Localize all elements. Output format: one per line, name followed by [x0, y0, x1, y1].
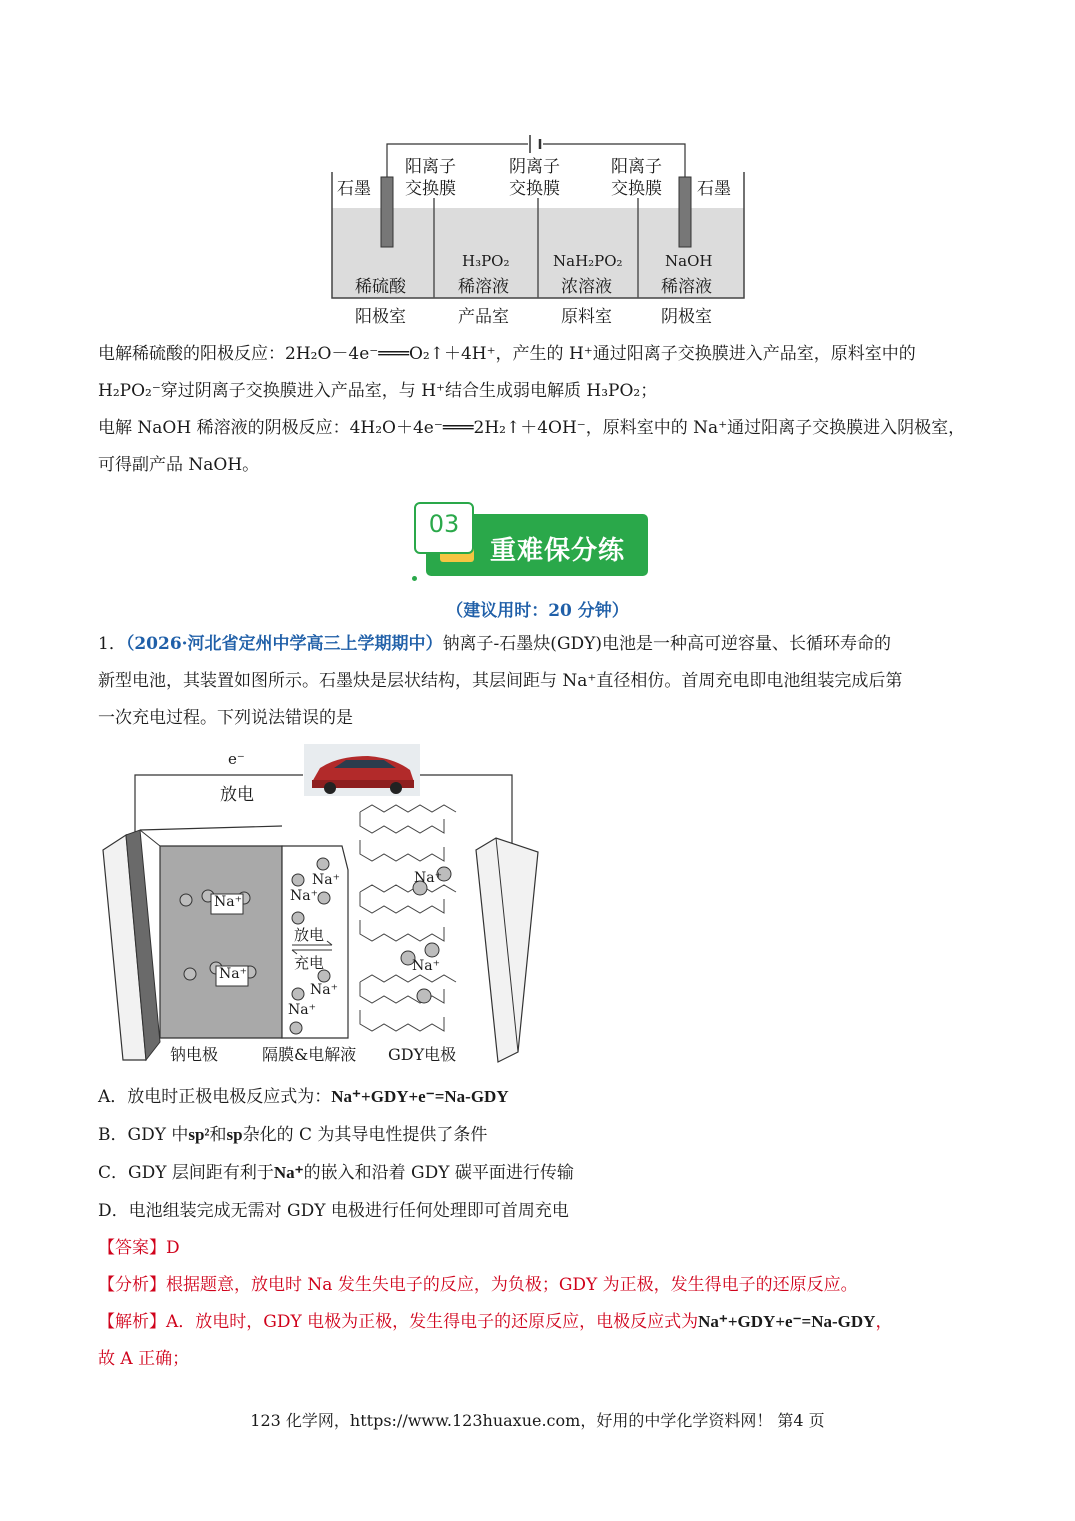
option-b: B．GDY 中sp²和sp杂化的 C 为其导电性提供了条件	[98, 1125, 488, 1145]
na-ion-label-2: Na⁺	[219, 966, 247, 982]
room-3-label: 原料室	[561, 307, 612, 327]
graphite-right-label: 石墨	[697, 179, 731, 199]
option-c: C．GDY 层间距有利于Na⁺的嵌入和沿着 GDY 碳平面进行传输	[98, 1163, 574, 1183]
na-ion-label-3: Na⁺	[312, 872, 340, 888]
option-d: D．电池组装完成无需对 GDY 电极进行任何处理即可首周充电	[98, 1201, 569, 1221]
explain-line-4: 可得副产品 NaOH。	[98, 455, 260, 475]
na-ion-label-6: Na⁺	[288, 1002, 316, 1018]
question-text-1: 钠离子-石墨炔(GDY)电池是一种高可逆容量、长循环寿命的	[442, 634, 892, 654]
question-line-1	[98, 626, 978, 663]
na-ion-label-8: Na⁺	[412, 958, 440, 974]
membrane-1-label: 阳离子 交换膜	[405, 157, 456, 199]
membrane-3-label: 阳离子 交换膜	[611, 157, 662, 199]
charge-label: 充电	[294, 954, 325, 972]
analysis-line: 【分析】根据题意，放电时 Na 发生失电子的反应，为负极；GDY 为正极，发生得电子的还原反应。	[98, 1275, 858, 1295]
na-ion-label-7: Na⁺	[414, 870, 442, 886]
discharge-label: 放电	[294, 926, 325, 944]
section-title: 重难保分练	[490, 536, 626, 566]
na-ion-label-4: Na⁺	[290, 888, 318, 904]
question-source: （2026·河北省定州中学高三上学期期中）	[125, 634, 443, 654]
sodium-electrode-label: 钠电极	[170, 1045, 219, 1064]
solution-line-2: 故 A 正确；	[98, 1349, 190, 1369]
graphite-left-label: 石墨	[337, 179, 371, 199]
battery-diagram	[98, 742, 548, 1064]
solution-line: 【解析】A．放电时，GDY 电极为正极，发生得电子的还原反应，电极反应式为Na⁺+GDY+e⁻=Na-GDY，	[98, 1312, 893, 1332]
solution-4-label: 稀溶液	[661, 277, 712, 297]
question-line-2: 新型电池，其装置如图所示。石墨炔是层状结构，其层间距与 Na⁺直径相仿。首周充电即电池组装完成后第	[98, 671, 903, 691]
membrane-2-label: 阴离子 交换膜	[509, 157, 560, 199]
car-image	[304, 744, 420, 796]
explain-line-2: H₂PO₂⁻穿过阴离子交换膜进入产品室，与 H⁺结合生成弱电解质 H₃PO₂；	[98, 381, 658, 401]
discharge-top-label: 放电	[220, 785, 254, 805]
solution-3-label: 浓溶液	[561, 277, 612, 297]
page-footer: 123 化学网，https://www.123huaxue.com，好用的中学化学资料网！ 第4 页	[250, 1411, 825, 1430]
banner-dot	[412, 576, 417, 581]
gdy-electrode-label: GDY电极	[388, 1045, 457, 1064]
explain-line-3: 电解 NaOH 稀溶液的阴极反应：4H₂O＋4e⁻═══2H₂↑＋4OH⁻，原料室中的 Na⁺通过阳离子交换膜进入阴极室，	[98, 418, 966, 438]
solution-1-label: 稀硫酸	[355, 277, 406, 297]
section-number: 03	[428, 510, 460, 538]
electron-label: e⁻	[228, 750, 245, 768]
na-ion-label-5: Na⁺	[310, 982, 338, 998]
option-a: A．放电时正极电极反应式为：Na⁺+GDY+e⁻=Na-GDY	[98, 1087, 509, 1107]
question-number: 1．	[98, 634, 126, 654]
room-4-label: 阴极室	[661, 307, 712, 327]
option-a-equation: Na⁺+GDY+e⁻=Na-GDY	[331, 1087, 509, 1106]
solution-2-formula: H₃PO₂	[462, 252, 510, 270]
separator-label: 隔膜&电解液	[262, 1045, 357, 1064]
answer-line: 【答案】D	[98, 1238, 180, 1258]
question-line-3: 一次充电过程。下列说法错误的是	[98, 708, 353, 728]
explain-line-1: 电解稀硫酸的阳极反应：2H₂O－4e⁻═══O₂↑＋4H⁺，产生的 H⁺通过阳离子交换膜进入产品室，原料室中的	[98, 344, 916, 364]
solution-2-label: 稀溶液	[458, 277, 509, 297]
section-banner	[410, 502, 655, 582]
room-2-label: 产品室	[458, 307, 509, 327]
electrolysis-diagram	[325, 130, 755, 330]
na-ion-label-1: Na⁺	[214, 894, 242, 910]
room-1-label: 阳极室	[355, 307, 406, 327]
time-note: （建议用时：20 分钟）	[446, 601, 629, 621]
solution-4-formula: NaOH	[665, 252, 713, 270]
solution-3-formula: NaH₂PO₂	[553, 252, 623, 270]
